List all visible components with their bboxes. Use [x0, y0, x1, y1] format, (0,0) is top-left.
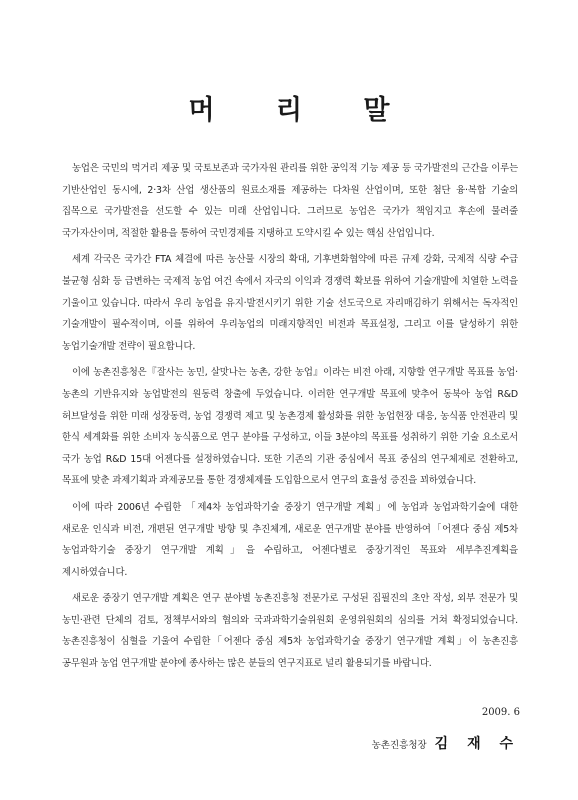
paragraph-1: 농업은 국민의 먹거리 제공 및 국토보존과 국가자원 관리를 위한 공익적 기능 제공 등 국가발전의 근간을 이루는 기반산업인 동시에, 2·3차 산업 생산품의 원료소재를 제공하는 다차원 산업이며, 또한 첨단 융·복합 기술의 집목으로 국가발전을 선도할 수 있는 미래 산업입니다. 그러므로 농업은 국가가 책임지고 후손에 물려줄 국가자산이며, 적절한 활용을 통하여 국민경제를 지탱하고 도약시킬 수 있는 핵심 산업입니다.	[62, 163, 518, 239]
signer-name: 김 재 수	[434, 736, 520, 752]
paragraph-5: 새로운 중장기 연구개발 계획은 연구 분야별 농촌진흥청 전문가로 구성된 집필진의 초안 작성, 외부 전문가 및 농민·관련 단체의 검토, 정책부서와의 협의와 국과과학기술위원회 운영위원회의 심의를 거쳐 확정되었습니다. 농촌진흥청이 심혈을 기울여 수립한「어젠다 중심 제5차 농업과학기술 중장기 연구개발 계획」이 농촌진흥 공무원과 농업 연구개발 분야에 종사하는 많은 분들의 연구지표로 널리 활용되기를 바랍니다.	[62, 593, 518, 670]
preface-body	[62, 158, 518, 680]
paragraph-3: 이에 농촌진흥청은『잘사는 농민, 살맛나는 농촌, 강한 농업』이라는 비전 아래, 지향할 연구개발 목표를 농업·농촌의 기반유지와 농업발전의 원동력 창출에 두었습니다. 이러한 연구개발 목표에 맞추어 동북아 농업 R&D 허브달성을 위한 미래 성장동력, 농업 경쟁력 제고 및 농촌경제 활성화를 위한 농업현장 대응, 농식품 안전관리 및 한식 세계화를 위한 소비자 농식품으로 연구 분야를 구성하고, 이들 3분야의 목표를 성취하기 위한 기술 요소로서 국가 농업 R&D 15대 어젠다를 설정하였습니다. 또한 기존의 기관 중심에서 목표 중심의 연구체제로 전환하고, 목표에 맞춘 과제기획과 과제공모를 통한 경쟁체제를 도입함으로서 연구의 효율성 증진을 꾀하였습니다.	[62, 367, 518, 487]
page-title: 머 리 말	[188, 95, 416, 126]
paragraph-2: 세계 각국은 국가간 FTA 체결에 따른 농산물 시장의 확대, 기후변화협약에 따른 규제 강화, 국제적 식량 수급 불균형 심화 등 급변하는 국제적 농업 여건 속에서 자국의 이익과 경쟁력 확보를 위하여 기술개발에 치열한 노력을 기울이고 있습니다. 따라서 우리 농업을 유지·발전시키기 위한 기술 선도국으로 자리매김하기 위해서는 독자적인 기술개발이 필수적이며, 이를 위하여 우리농업의 미래지향적인 비전과 목표설정, 그리고 이를 달성하기 위한 농업기술개발 전략이 필요합니다.	[62, 254, 518, 352]
signer-title: 농촌진흥청장	[371, 740, 427, 751]
signature-block	[372, 733, 520, 753]
paragraph-4: 이에 따라 2006년 수립한 「제4차 농업과학기술 중장기 연구개발 계획」에 농업과 농업과학기술에 대한 새로운 인식과 비전, 개편된 연구개발 방향 및 추진체계, 새로운 연구개발 분야를 반영하여「어젠다 중심 제5차 농업과학기술 중장기 연구개발 계획」을 수립하고, 어젠다별로 중장기적인 목표와 세부추진계획을 제시하였습니다.	[62, 501, 518, 578]
document-date: 2009. 6	[481, 707, 520, 718]
